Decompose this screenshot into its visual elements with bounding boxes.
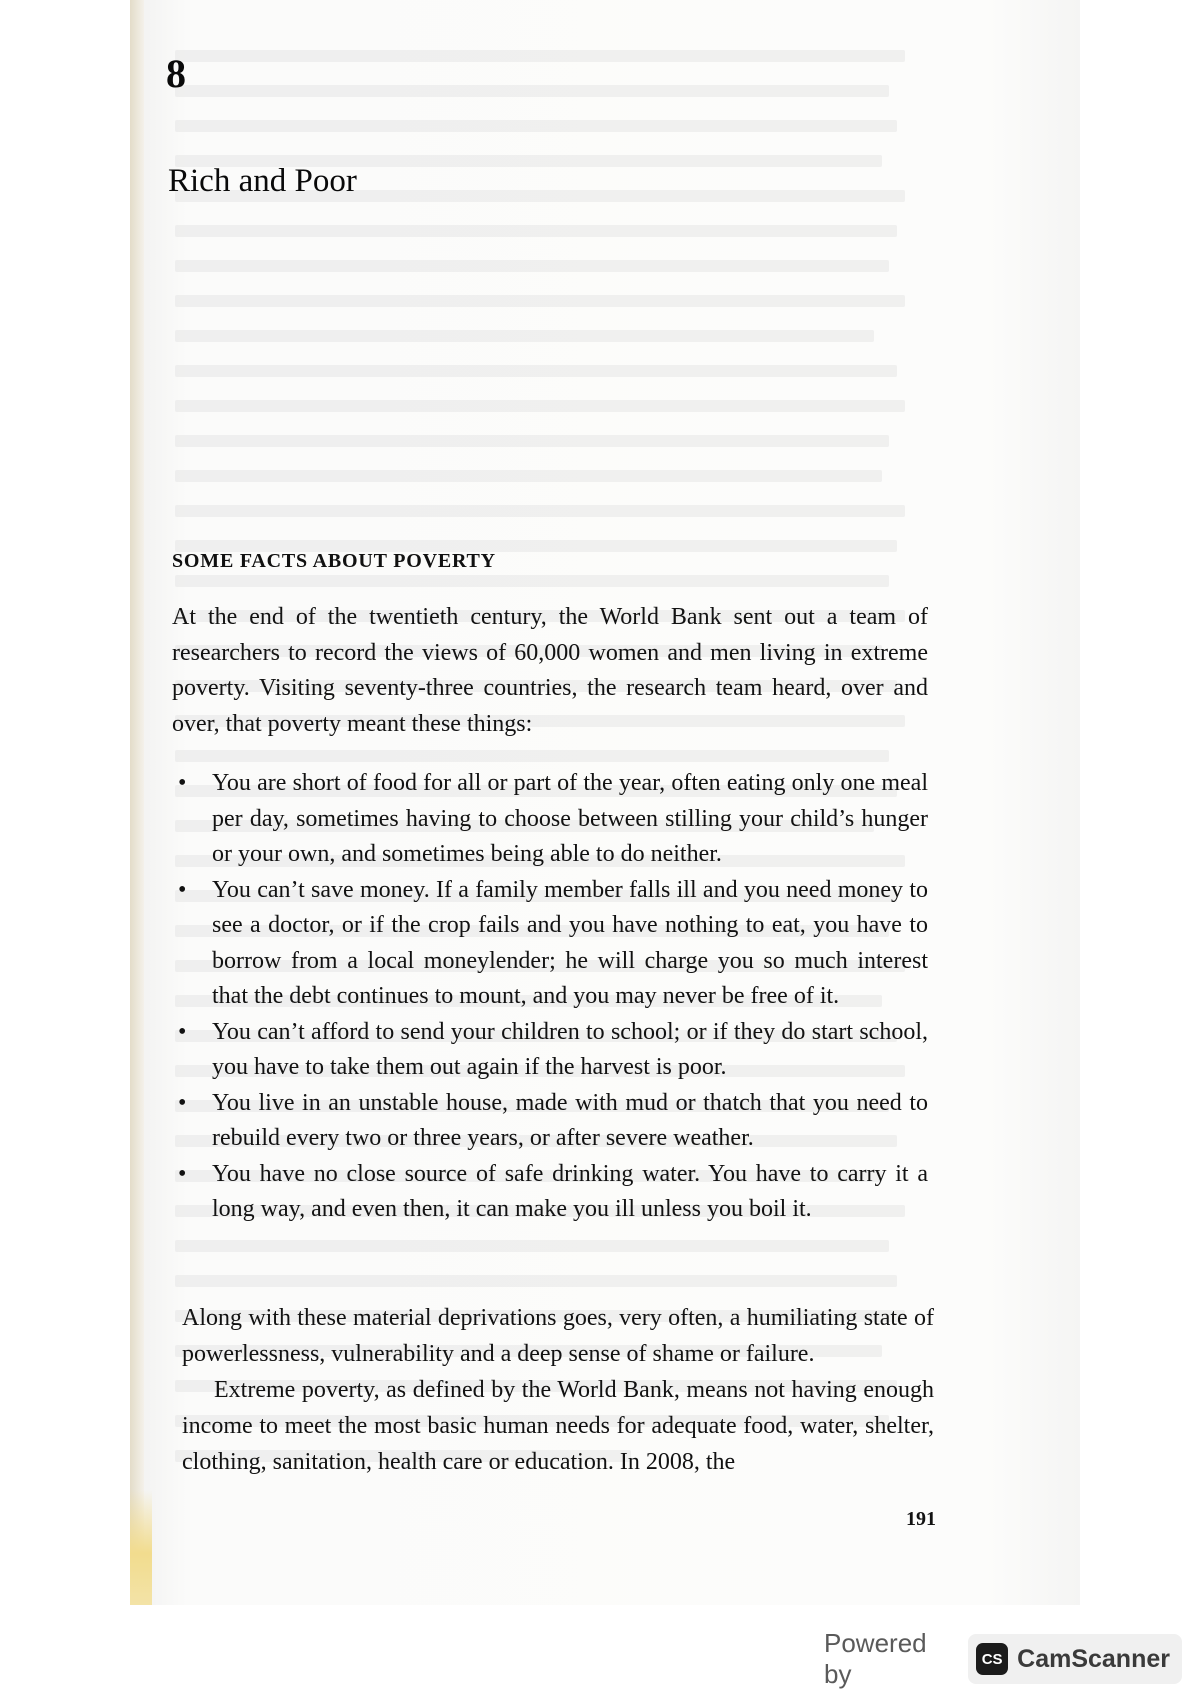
closing-paragraph-1: Along with these material deprivations goes, very often, a humiliating state of powerlessness, vulnerability and a deep sense of shame or failure. [182, 1305, 934, 1367]
bullet-item-housing: • You live in an unstable house, made with mud or thatch that you need to rebuild every two or three years, or after severe weather. [172, 1086, 928, 1157]
bullet-item-water: • You have no close source of safe drinking water. You have to carry it a long way, and even then, it can make you ill unless you boil it. [172, 1157, 928, 1228]
closing-paragraph-2: Extreme poverty, as defined by the World Bank, means not having enough income to meet the most basic human needs for adequate food, water, shelter, clothing, sanitation, health care or education. In 2008, the [182, 1377, 934, 1475]
powered-by-label: Powered by [824, 1628, 927, 1689]
closing-text [182, 1300, 934, 1480]
bullet-item-school: • You can’t afford to send your children to school; or if they do start school, you have to take them out again if the harvest is poor. [172, 1015, 928, 1086]
camscanner-brand: CamScanner [1017, 1644, 1170, 1673]
camscanner-logo-icon: CS [976, 1643, 1008, 1675]
bullet-item-food: • You are short of food for all or part of the year, often eating only one meal per day, sometimes having to choose between stilling your child’s hunger or your own, and sometimes being able to do neither. [172, 766, 928, 873]
bullet-item-savings: • You can’t save money. If a family member falls ill and you need money to see a doctor, or if the crop fails and you have nothing to eat, you have to borrow from a local moneylender; he will charge you so much interest that the debt continues to mount, and you may never be free of it. [172, 873, 928, 1015]
chapter-number: 8 [166, 51, 186, 96]
camscanner-watermark [820, 1628, 1182, 1689]
section-heading: SOME FACTS ABOUT POVERTY [172, 550, 496, 572]
intro-paragraph: At the end of the twentieth century, the World Bank sent out a team of researchers to record the views of 60,000 women and men living in extreme poverty. Visiting seventy-three countries, the research team heard, over and over, that poverty meant these things: [172, 604, 928, 737]
chapter-title: Rich and Poor [168, 163, 357, 199]
camscanner-pill [968, 1634, 1182, 1684]
page-number: 191 [906, 1508, 936, 1530]
page-binding-edge [130, 0, 144, 1605]
poverty-bullet-list [172, 766, 928, 1228]
page-edge-stain [130, 1490, 152, 1605]
